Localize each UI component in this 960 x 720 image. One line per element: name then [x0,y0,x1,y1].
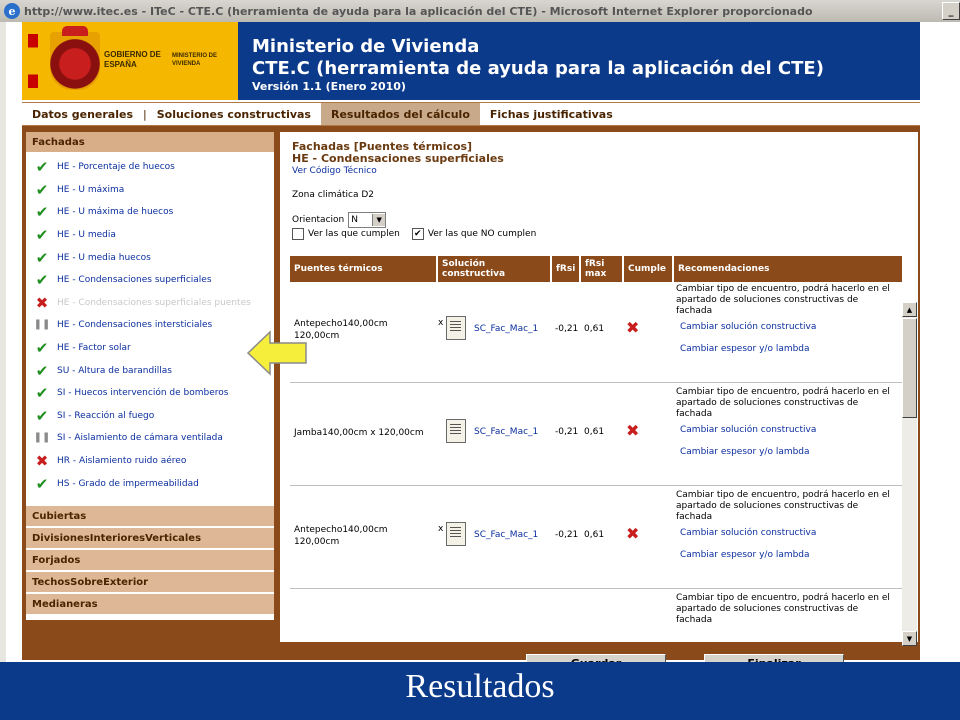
frsi-max-value: 0,61 [584,324,605,334]
table-row [290,591,902,642]
document-icon[interactable] [446,316,466,340]
frsi-value: -0,21 [555,530,579,540]
sidebar-item[interactable] [26,179,274,202]
sidebar-item[interactable] [26,201,274,224]
table-row [290,385,902,486]
sidebar-item-label: HR - Aislamiento ruido aéreo [57,456,187,467]
menu-separator: | [143,107,147,121]
window-controls [940,2,960,20]
recommendation-text: Cambiar tipo de encuentro, podrá hacerlo en el apartado de soluciones constructivas de fachada [676,387,890,419]
sidebar-item-label: SI - Reacción al fuego [57,410,155,421]
government-logo [22,22,238,100]
orientation-select[interactable] [348,212,386,228]
sidebar-item[interactable] [26,246,274,269]
sidebar-item-label: HE - Condensaciones superficiales puentes [57,297,251,308]
change-solution-link[interactable]: Cambiar solución constructiva [680,322,817,332]
orientation-label: Orientacion [292,215,345,225]
results-content [280,132,918,642]
menu-soluciones-constructivas[interactable]: Soluciones constructivas [156,107,311,121]
main-menu [22,102,920,126]
menu-fichas-justificativas[interactable]: Fichas justificativas [489,107,613,121]
eu-flag-stripe [28,34,38,88]
content-heading: Fachadas [Puentes térmicos] [292,140,473,153]
sidebar-item[interactable] [26,472,274,495]
solution-link[interactable]: SC_Fac_Mac_1 [474,530,539,540]
sidebar-item[interactable] [26,156,274,179]
check-icon: ✔ [35,474,49,493]
check-icon: ✔ [35,226,49,245]
table-row [290,282,902,383]
multiply-sign: x [438,524,444,534]
sidebar-item-label: SI - Aislamiento de cámara ventilada [57,433,223,444]
section-cubiertas[interactable]: Cubiertas [26,506,274,528]
banner-version: Versión 1.1 (Enero 2010) [252,80,406,93]
page [6,22,960,662]
results-table-header [290,256,902,282]
section-fachadas[interactable]: Fachadas [26,132,274,154]
sidebar-item[interactable] [26,224,274,247]
filter-checks [292,228,536,240]
results-table-body [290,282,902,642]
col-recomendaciones: Recomendaciones [678,264,770,274]
change-thickness-link[interactable]: Cambiar espesor y/o lambda [680,550,810,560]
change-thickness-link[interactable]: Cambiar espesor y/o lambda [680,344,810,354]
check-icon: ✔ [35,158,49,177]
document-icon[interactable] [446,522,466,546]
scroll-thumb[interactable] [902,318,917,418]
show-passing-label: Ver las que cumplen [308,229,400,239]
pause-icon: ❚❚ [33,319,51,331]
solution-link[interactable]: SC_Fac_Mac_1 [474,427,539,437]
ministry-small-text: MINISTERIO DE VIVIENDA [172,53,218,67]
col-cumple: Cumple [624,256,674,282]
minimize-button[interactable]: _ [942,2,960,20]
ie-icon: e [4,3,20,19]
section-divisiones[interactable]: DivisionesInterioresVerticales [26,528,274,550]
section-medianeras[interactable]: Medianeras [26,594,274,616]
results-scrollbar[interactable] [902,302,917,646]
sidebar-item-label: HE - U media [57,230,116,241]
frsi-max-value: 0,61 [584,427,605,437]
cross-icon: ✖ [35,293,49,312]
yellow-arrow-icon [246,330,308,376]
table-row [290,488,902,589]
banner-subtitle: CTE.C (herramienta de ayuda para la aplicación del CTE) [252,58,824,79]
frsi-value: -0,21 [555,324,579,334]
coat-of-arms-icon [50,32,100,90]
check-icon: ✔ [35,271,49,290]
sidebar-item[interactable] [26,427,274,450]
sidebar-item[interactable] [26,314,274,337]
cross-icon: ✖ [626,421,640,440]
cross-icon: ✖ [35,452,49,471]
puente-cell [294,427,424,439]
change-solution-link[interactable]: Cambiar solución constructiva [680,528,817,538]
sidebar-item-label: HE - U máxima [57,184,125,195]
sidebar-item-label: HE - U media huecos [57,252,151,263]
frsi-value: -0,21 [555,427,579,437]
cross-icon: ✖ [626,318,640,337]
sidebar-item-label: HE - Condensaciones superficiales [57,275,212,286]
pause-icon: ❚❚ [33,432,51,444]
sidebar-item[interactable] [26,337,274,360]
check-icon: ✔ [35,248,49,267]
check-icon: ✔ [35,406,49,425]
orientation-row [292,212,386,228]
puente-line1: Jamba140,00cm x 120,00cm [294,428,424,438]
footer-caption: Resultados [405,668,555,705]
col-frsi-max: fRsi max [581,256,624,282]
sidebar-item-label: HS - Grado de impermeabilidad [57,478,199,489]
scroll-down-icon[interactable]: ▼ [902,631,917,646]
sidebar-item-label: HE - Porcentaje de huecos [57,162,175,173]
content-subheading: HE - Condensaciones superficiales [292,152,504,165]
check-icon: ✔ [35,361,49,380]
code-link[interactable]: Ver Código Técnico [292,166,377,176]
sidebar [26,132,274,620]
check-icon: ✔ [35,203,49,222]
recommendation-text: Cambiar tipo de encuentro, podrá hacerlo en el apartado de soluciones constructivas de fachada [676,284,890,316]
recommendation-text: Cambiar tipo de encuentro, podrá hacerlo en el apartado de soluciones constructivas de fachada [676,593,890,625]
menu-datos-generales[interactable]: Datos generales [32,107,133,121]
show-failing-checkbox[interactable]: ✔ [412,228,424,240]
sidebar-item[interactable] [26,382,274,405]
puente-line1: Antepecho140,00cm [294,319,388,329]
window-title: http://www.itec.es - ITeC - CTE.C (herramienta de ayuda para la aplicación del CTE) - Microsoft Internet Explorer proporcionado [24,4,813,18]
chevron-down-icon: ▼ [372,214,385,226]
sidebar-item-label: SI - Huecos intervención de bomberos [57,388,229,399]
puente-line2: 120,00cm [294,331,340,341]
sidebar-item[interactable] [26,292,274,315]
menu-resultados-calculo[interactable]: Resultados del cálculo [321,103,480,125]
section-forjados[interactable]: Forjados [26,550,274,572]
col-solucion: Solución constructiva [438,256,552,282]
frsi-max-value: 0,61 [584,530,605,540]
orientation-value: N [351,215,358,225]
sidebar-item[interactable] [26,450,274,473]
sidebar-item[interactable] [26,359,274,382]
change-thickness-link[interactable]: Cambiar espesor y/o lambda [680,447,810,457]
header-banner [22,22,920,100]
gov-text: GOBIERNO DE ESPAÑA [104,50,161,69]
slide-footer [0,662,960,720]
browser-titlebar [0,0,960,23]
sidebar-item[interactable] [26,405,274,428]
document-icon[interactable] [446,419,466,443]
zona-climatica: Zona climática D2 [292,190,374,200]
scroll-up-icon[interactable]: ▲ [902,302,917,317]
sidebar-item-label: SU - Altura de barandillas [57,365,172,376]
multiply-sign: x [438,318,444,328]
recommendation-text: Cambiar tipo de encuentro, podrá hacerlo en el apartado de soluciones constructivas de fachada [676,490,890,522]
puente-line1: Antepecho140,00cm [294,525,388,535]
check-icon: ✔ [35,180,49,199]
sidebar-item-label: HE - Condensaciones intersticiales [57,320,213,331]
puente-cell [294,524,388,548]
sidebar-item-label: HE - Factor solar [57,343,131,354]
col-frsi: fRsi [552,256,581,282]
change-solution-link[interactable]: Cambiar solución constructiva [680,425,817,435]
show-passing-checkbox[interactable] [292,228,304,240]
sidebar-list [26,154,274,506]
puente-cell [294,318,388,342]
solution-link[interactable]: SC_Fac_Mac_1 [474,324,539,334]
sidebar-item[interactable] [26,269,274,292]
cross-icon: ✖ [626,524,640,543]
check-icon: ✔ [35,384,49,403]
sidebar-item-label: HE - U máxima de huecos [57,207,174,218]
show-failing-label: Ver las que NO cumplen [427,229,537,239]
col-puentes: Puentes térmicos [290,256,438,282]
check-icon: ✔ [35,339,49,358]
puente-line2: 120,00cm [294,537,340,547]
section-techos[interactable]: TechosSobreExterior [26,572,274,594]
main-panel [22,126,920,660]
banner-title: Ministerio de Vivienda [252,36,480,57]
